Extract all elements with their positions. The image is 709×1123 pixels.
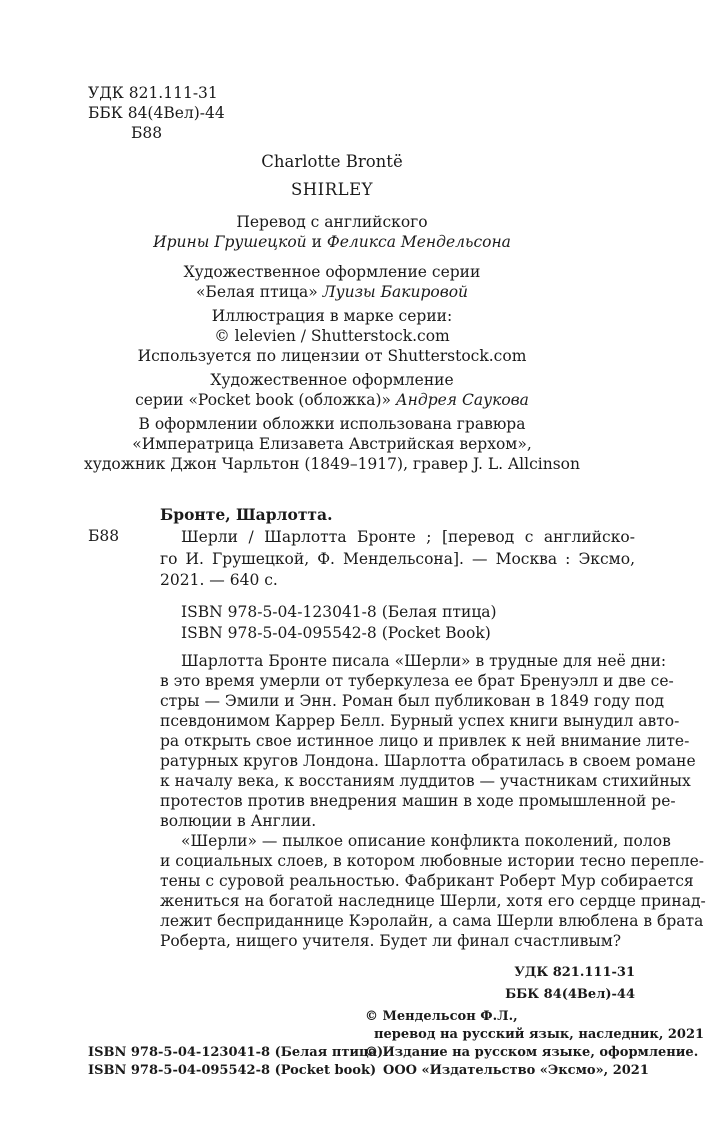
series-design-credit [60, 262, 604, 302]
pocket-design-series: серии «Pocket book (обложка)» [135, 391, 391, 409]
copyright2-line1: © Издание на русском языке, оформление. [365, 1045, 699, 1060]
annotation-p2-line: «Шерли» — пылкое описание конфликта поколений, полов [181, 832, 671, 850]
imprint-isbns [88, 1044, 383, 1080]
series-design-line2 [60, 282, 604, 302]
series-design-line1: Художественное оформление серии [183, 263, 481, 281]
author-mark: Б88 [131, 124, 163, 142]
annotation-p1-line: ра открыть свое истинное лицо и привлек к ней внимание лите- [160, 732, 690, 750]
illustration-line2: © lelevien / Shutterstock.com [214, 327, 450, 345]
footer-bbk: ББК 84(4Вел)-44 [505, 987, 635, 1002]
imprint-isbn1: ISBN 978-5-04-123041-8 (Белая птица) [88, 1045, 384, 1060]
bibliographic-line1: Шерли / Шарлотта Бронте ; [перевод с английско- [181, 528, 635, 546]
translator-2: Феликса Мендельсона [326, 233, 511, 251]
pocket-design-artist: Андрея Саукова [395, 391, 529, 409]
imprint-isbn2: ISBN 978-5-04-095542-8 (Pocket book) [88, 1063, 377, 1078]
copyright1-line2: перевод на русский язык, наследник, 2021 [374, 1027, 705, 1042]
bbk-code: ББК 84(4Вел)-44 [88, 104, 225, 122]
translator-conjunction: и [311, 233, 322, 251]
series-design-series: «Белая птица» [195, 283, 318, 301]
annotation-p2-line: и социальных слоев, в котором любовные истории тесно перепле- [160, 852, 704, 870]
bibliographic-line3: 2021. — 640 с. [160, 571, 278, 589]
annotation-p2-line: тены с суровой реальностью. Фабрикант Роберт Мур собирается [160, 872, 694, 890]
cover-line1: В оформлении обложки использована гравюра [138, 415, 526, 433]
original-title: SHIRLEY [290, 180, 374, 199]
translation-label: Перевод с английского [236, 213, 428, 231]
annotation-p1-line: протестов против внедрения машин в ходе промышленной ре- [160, 792, 676, 810]
bibliographic-heading: Бронте, Шарлотта. [160, 505, 333, 524]
annotation-p1-line: стры — Эмили и Энн. Роман был публикован в 1849 году под [160, 692, 665, 710]
imprint-copyright2 [365, 1044, 698, 1080]
annotation-p1-line: ратурных кругов Лондона. Шарлотта обратилась в своем романе [160, 752, 696, 770]
annotation-p2-line: жениться на богатой наследнице Шерли, хотя его сердце принад- [160, 892, 706, 910]
annotation-p1-line: псевдонимом Каррер Белл. Бурный успех книги вынудил авто- [160, 712, 680, 730]
udk-code: УДК 821.111-31 [88, 84, 218, 102]
cover-line2: «Императрица Елизавета Австрийская верхом», [132, 435, 532, 453]
pocket-design-credit [60, 370, 604, 410]
translators [60, 232, 604, 252]
copyright2-line2: ООО «Издательство «Эксмо», 2021 [383, 1063, 649, 1078]
cover-line3: художник Джон Чарльтон (1849–1917), гравер J. L. Allcinson [84, 455, 580, 473]
bibliographic-isbn1: ISBN 978-5-04-123041-8 (Белая птица) [181, 603, 497, 621]
annotation [160, 651, 706, 951]
annotation-p1-line: в это время умерли от туберкулеза ее брат Бренуэлл и две се- [160, 672, 674, 690]
original-author: Charlotte Brontë [261, 152, 403, 171]
illustration-line3: Используется по лицензии от Shutterstock.com [137, 347, 527, 365]
illustration-credit [60, 306, 604, 366]
annotation-p2-line: Роберта, нищего учителя. Будет ли финал счастливым? [160, 932, 622, 950]
bibliographic-isbns [181, 602, 497, 644]
cover-credit [60, 414, 604, 474]
copyright1-line1: © Мендельсон Ф.Л., [365, 1009, 518, 1024]
annotation-p1-line: волюции в Англии. [160, 812, 317, 830]
bibliographic-line2: го И. Грушецкой, Ф. Мендельсона]. — Москва : Эксмо, [160, 549, 635, 568]
illustration-line1: Иллюстрация в марке серии: [211, 307, 453, 325]
bibliographic-isbn2: ISBN 978-5-04-095542-8 (Pocket Book) [181, 624, 491, 642]
imprint-copyright1 [365, 1008, 704, 1044]
translation-credit [60, 212, 604, 252]
pocket-design-line1: Художественное оформление [210, 371, 454, 389]
bibliographic-description [160, 527, 635, 592]
pocket-design-line2 [60, 390, 604, 410]
annotation-p1-line: к началу века, к восстаниям луддитов — участникам стихийных [160, 772, 691, 790]
annotation-p1-line: Шарлотта Бронте писала «Шерли» в трудные для неё дни: [181, 652, 667, 670]
translator-1: Ирины Грушецкой [153, 233, 307, 251]
series-design-artist: Луизы Бакировой [322, 283, 469, 301]
annotation-p2-line: лежит бесприданнице Кэролайн, а сама Шерли влюблена в брата [160, 912, 704, 930]
footer-udk: УДК 821.111-31 [514, 965, 635, 980]
bibliographic-mark: Б88 [88, 527, 120, 545]
